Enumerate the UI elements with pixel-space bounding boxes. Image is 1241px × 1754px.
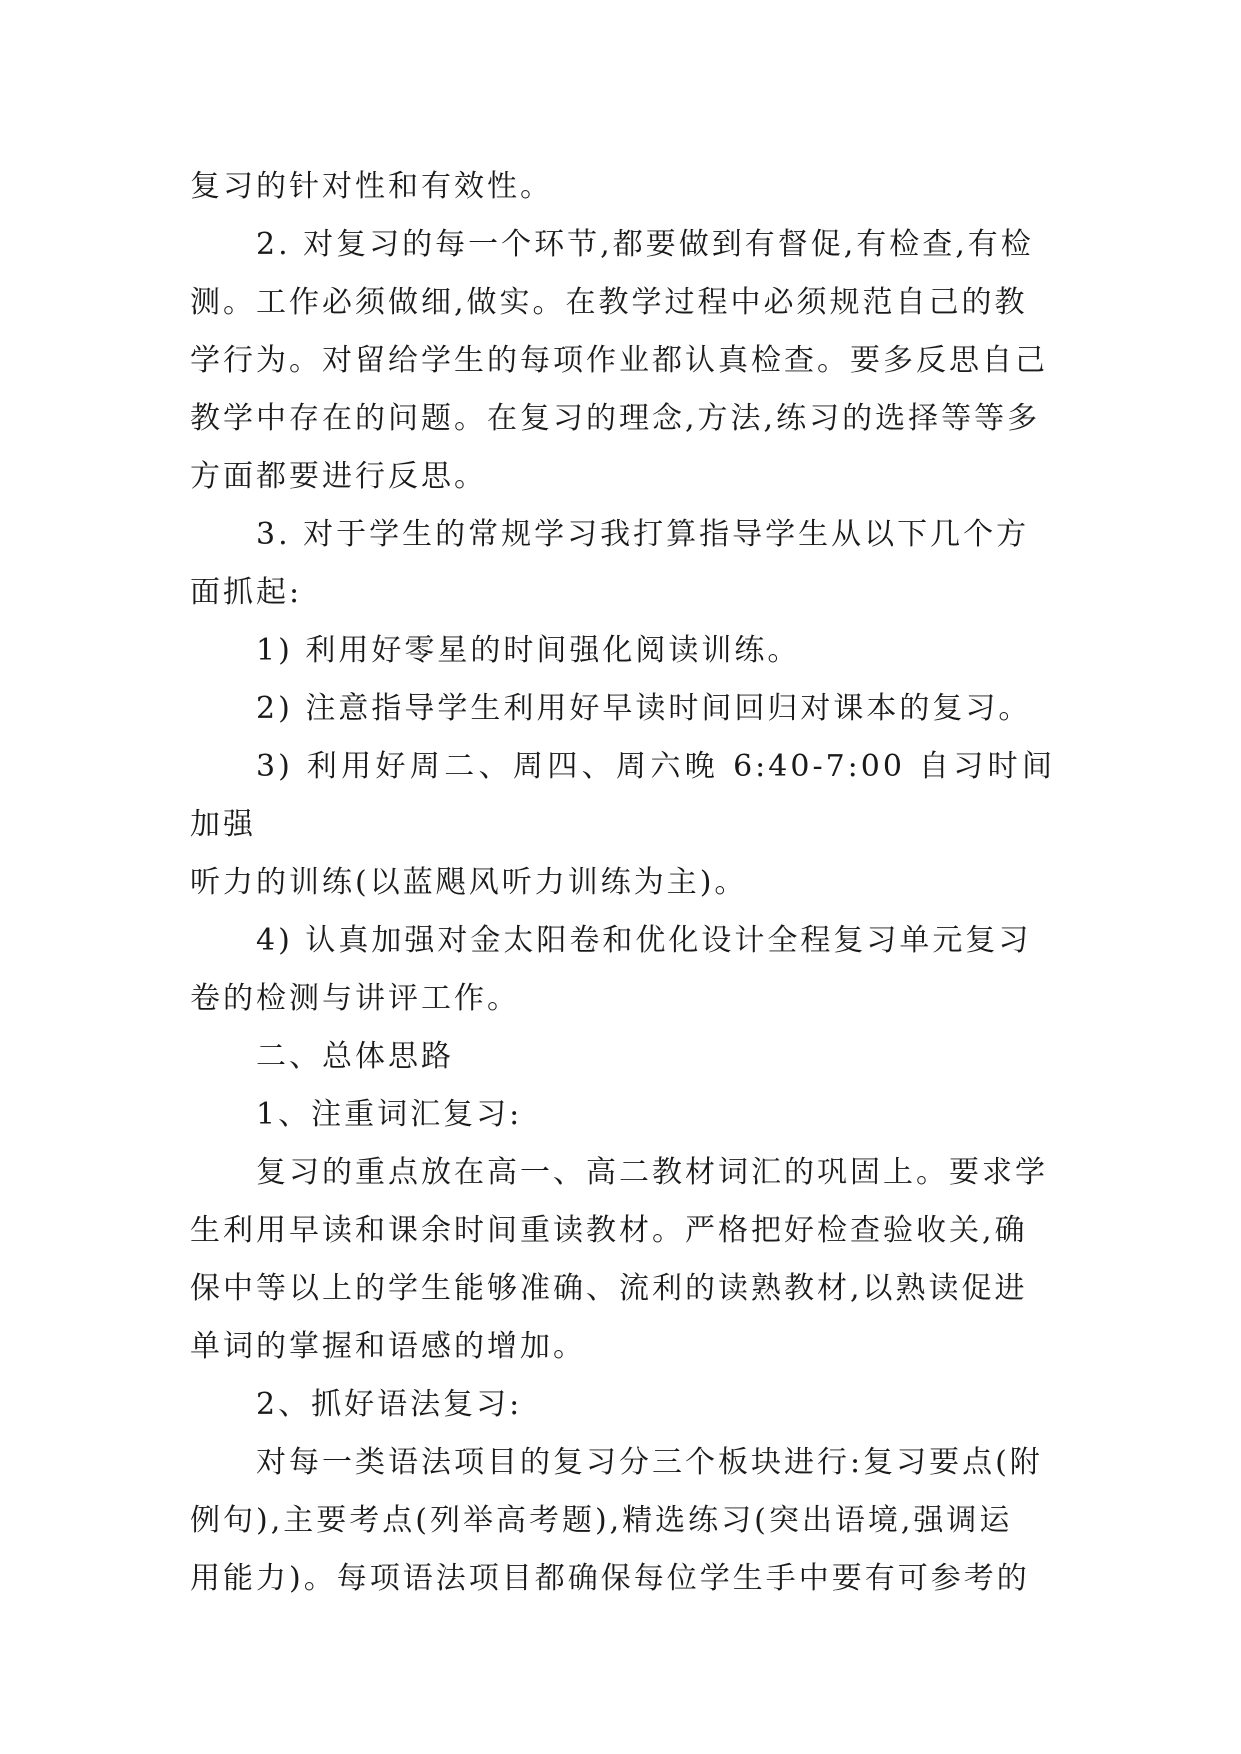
text-line-17: 复习的重点放在高一、高二教材词汇的巩固上。要求学 bbox=[256, 1155, 1048, 1190]
text-line-23: 例句),主要考点(列举高考题),精选练习(突出语境,强调运 bbox=[190, 1503, 1013, 1538]
text-line-19: 保中等以上的学生能够准确、流利的读熟教材,以熟读促进 bbox=[190, 1271, 1028, 1306]
text-line-1: 复习的针对性和有效性。 bbox=[190, 169, 553, 204]
text-line-12: 听力的训练(以蓝飓风听力训练为主)。 bbox=[190, 865, 748, 900]
text-line-14: 卷的检测与讲评工作。 bbox=[190, 981, 520, 1016]
subheading-grammar: 2、抓好语法复习: bbox=[256, 1387, 523, 1422]
text-line-20: 单词的掌握和语感的增加。 bbox=[190, 1329, 586, 1364]
text-line-8: 面抓起: bbox=[190, 575, 303, 610]
document-body bbox=[190, 158, 1055, 1608]
section-heading: 二、总体思路 bbox=[256, 1039, 454, 1074]
text-line-11: 3) 利用好周二、周四、周六晚 6:40-7:00 自习时间加强 bbox=[190, 749, 1055, 842]
text-line-9: 1) 利用好零星的时间强化阅读训练。 bbox=[256, 633, 801, 668]
text-line-13: 4) 认真加强对金太阳卷和优化设计全程复习单元复习 bbox=[256, 923, 1032, 958]
text-line-24: 用能力)。每项语法项目都确保每位学生手中要有可参考的 bbox=[190, 1561, 1030, 1596]
text-line-2: 2. 对复习的每一个环节,都要做到有督促,有检查,有检 bbox=[256, 227, 1034, 262]
text-line-3: 测。工作必须做细,做实。在教学过程中必须规范自己的教 bbox=[190, 285, 1028, 320]
text-line-18: 生利用早读和课余时间重读教材。严格把好检查验收关,确 bbox=[190, 1213, 1028, 1248]
subheading-vocabulary: 1、注重词汇复习: bbox=[256, 1097, 523, 1132]
text-line-5: 教学中存在的问题。在复习的理念,方法,练习的选择等等多 bbox=[190, 401, 1041, 436]
text-line-4: 学行为。对留给学生的每项作业都认真检查。要多反思自己 bbox=[190, 343, 1048, 378]
text-line-6: 方面都要进行反思。 bbox=[190, 459, 487, 494]
text-line-22: 对每一类语法项目的复习分三个板块进行:复习要点(附 bbox=[256, 1445, 1043, 1480]
text-line-10: 2) 注意指导学生利用好早读时间回归对课本的复习。 bbox=[256, 691, 1032, 726]
text-line-7: 3. 对于学生的常规学习我打算指导学生从以下几个方 bbox=[256, 517, 1030, 552]
